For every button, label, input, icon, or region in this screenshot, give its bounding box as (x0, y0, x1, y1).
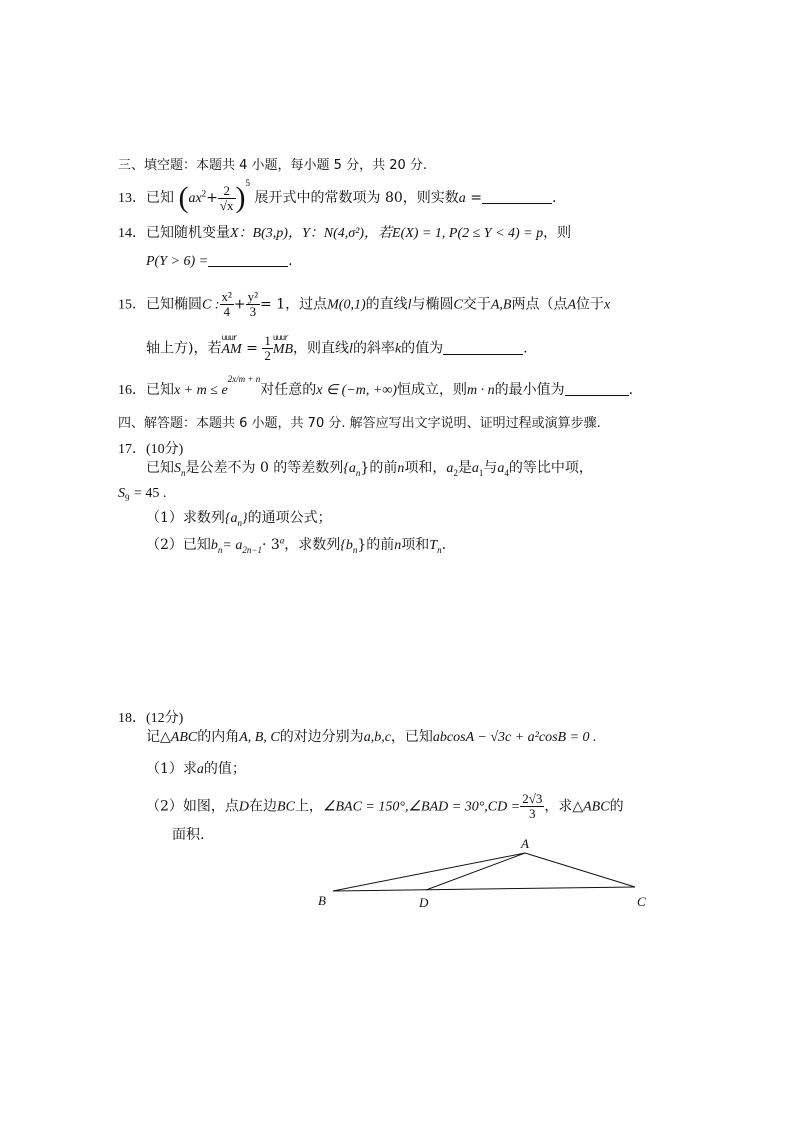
question-number: 17． (118, 442, 146, 457)
q13-plus: + (206, 190, 218, 206)
q17-sub: 2n−1 (242, 544, 262, 555)
frac-numerator: 2 (218, 184, 236, 199)
q13-var: a (458, 191, 466, 206)
question-17-line2: $S_9 = 45$ . (118, 486, 167, 503)
q16-ineq: x + m ≤ e (174, 383, 228, 398)
q15-k: k (394, 341, 402, 357)
q18-part1-b: 的值； (203, 761, 246, 777)
question-18-part2 (146, 792, 624, 821)
question-number: 13． (118, 191, 146, 206)
q18-text-d: ，已知 (390, 729, 433, 745)
q17-mul: · 3 (261, 537, 280, 553)
q15-frac1 (220, 290, 234, 319)
q18-part2-e: 的 (609, 798, 624, 815)
frac-denominator: 4 (223, 304, 230, 319)
q17-part2-c: 的前 (366, 537, 395, 553)
q18-text: 记△ (146, 729, 171, 745)
q15-plus: + (233, 296, 246, 313)
question-17-part1: （1）求数列$\{a_n\}$的通项公式； (146, 510, 332, 528)
q18-ABC-2: ABC (583, 799, 610, 815)
q16-mn: m · n (466, 383, 495, 398)
q16-dom: x ∈ (−m, +∞) (316, 383, 397, 398)
q15-pre: 已知椭圆 (146, 296, 202, 313)
q16-mid: 对任意的 (260, 382, 317, 398)
question-15-line2: 轴上方)，若 uuur AM = $\frac{1}{2}$ uuur MB，则直线l的斜率k的值为 . (146, 334, 528, 363)
q17-part2: （2）已知 (146, 537, 211, 553)
q18-part2-c: 上， (294, 798, 323, 815)
q13-expr: ax (188, 191, 202, 206)
q15-M: M(0,1) (327, 297, 366, 313)
frac-numerator: 1 (264, 333, 271, 348)
question-score: (10分) (146, 442, 184, 457)
q18-angles: A, B, C (239, 730, 280, 745)
q13-text: 展开式中的常数项为 80，则实数 (254, 190, 459, 206)
q14-line2: P(Y > 6) = (146, 254, 209, 269)
question-18-line1 (146, 728, 597, 747)
segment-AD (426, 853, 525, 890)
q17-part1: （1）求数列 (146, 510, 225, 526)
q15-A: A (567, 297, 577, 313)
vector-arrow-mark: uuur (272, 333, 289, 343)
q18-part1: （1）求 (146, 761, 197, 777)
q15-l: l (407, 297, 412, 313)
answer-blank[interactable] (565, 381, 629, 396)
q18-a: a (196, 762, 204, 777)
q15-l2: l (349, 341, 353, 357)
side-AB (333, 853, 525, 891)
q17-a4: a (497, 461, 505, 476)
q15-line2b: ，则直线 (293, 340, 350, 357)
question-number: 16． (118, 383, 146, 398)
q17-part2-d: 项和 (401, 537, 430, 553)
q18-part2: （2）如图，点 (146, 798, 239, 815)
side-BC (333, 887, 635, 891)
q16-mid2: 恒成立，则 (396, 382, 467, 398)
section-3-heading: 三、填空题：本题共 4 小题，每小题 5 分，共 20 分. (118, 158, 428, 173)
q18-text-c: 的对边分别为 (279, 729, 364, 745)
q16-exp: 2x/m + n (227, 374, 261, 384)
answer-blank[interactable] (482, 189, 552, 204)
q15-mid2: 的直线 (365, 296, 408, 313)
q17-Sn: S (174, 461, 181, 476)
q17-a2: a (446, 461, 454, 476)
q18-BC: BC (277, 799, 295, 815)
q15-mid4: 交于 (462, 296, 491, 313)
q15-eq: = 1 (260, 296, 286, 313)
q15-mid5: 两点（点 (511, 296, 568, 313)
question-18-part1 (146, 760, 246, 779)
q15-frac2 (246, 290, 260, 319)
q18-text-b: 的内角 (197, 729, 240, 745)
question-18-line3: 面积. (172, 827, 205, 843)
vertex-label-D: D (419, 895, 429, 910)
answer-blank[interactable] (443, 340, 523, 355)
q17-eq: = a (222, 538, 243, 553)
q17-part1-b: 的通项公式； (247, 510, 332, 526)
frac-numerator: x² (221, 289, 232, 304)
q14-X: X (230, 226, 239, 241)
q18-eq: abcosA − √3c + a²cosB = 0 . (432, 730, 597, 745)
q15-AB: A,B (490, 297, 512, 313)
q17-text-b: 是公差不为 0 的等差数列 (185, 460, 344, 476)
question-15 (118, 290, 610, 319)
q17-text-g: 的等比中项， (508, 460, 593, 476)
answer-blank[interactable] (208, 252, 288, 267)
q17-exp: a (279, 535, 285, 546)
q17-end: . (441, 537, 447, 553)
frac-denominator: √x (219, 197, 234, 213)
question-number: 14． (118, 226, 146, 241)
question-number: 18． (118, 711, 146, 726)
triangle-figure (300, 836, 660, 916)
q15-frac3 (262, 334, 273, 363)
q17-an: {a (343, 461, 356, 476)
q17-bn-set: {b (340, 538, 353, 553)
q15-mid3: 与椭圆 (411, 296, 454, 313)
q18-part2-b: 在边 (249, 798, 278, 815)
q14-text: 已知随机变量 (146, 225, 230, 241)
q14-dist1: ：B(3,p)， (238, 226, 302, 241)
vertex-label-B: B (318, 893, 326, 908)
question-14 (118, 224, 571, 243)
question-16: 16．已知$x + m \le e^{2x/m + n}$对任意的x ∈ (−m, +∞)恒成立，则m · n的最小值为 . (118, 374, 634, 398)
q15-C: C : (202, 297, 220, 313)
q17-S9-value: = 45 . (133, 486, 167, 501)
q16-pre: 已知 (146, 382, 174, 398)
question-17-header (118, 440, 183, 459)
q15-line2d: 的值为 (401, 340, 444, 357)
q13-power: 5 (245, 178, 251, 188)
q17-text: 已知 (146, 460, 174, 476)
q17-n: n (397, 461, 405, 476)
q15-mid6: 位于 (576, 296, 605, 313)
q13-pre: 已知 (146, 190, 174, 206)
frac-numerator: y² (247, 289, 259, 304)
q17-bn: b (210, 538, 218, 553)
vector-AM (221, 333, 242, 359)
q14-Y: Y (301, 226, 310, 241)
q18-ABC: ABC (170, 730, 198, 745)
side-AC (525, 853, 635, 887)
frac-denominator: 3 (249, 304, 257, 319)
q17-text-f: 与 (483, 460, 498, 476)
q13-eq: = (470, 190, 482, 206)
question-18-header (118, 709, 183, 728)
question-number: 15． (118, 297, 146, 313)
vertex-label-A: A (521, 836, 529, 851)
question-17-line1: 已知$S_n$是公差不为 0 的等差数列$\{a_n\}$的前n项和，$a_2$是$a_1$与$a_4$的等比中项， (146, 460, 593, 478)
q13-exp: 2 (201, 188, 207, 199)
open-paren: ( (178, 181, 189, 214)
vertex-label-C: C (637, 894, 646, 909)
frac-denominator: 3 (529, 806, 536, 821)
q14-dist2: ：N(4,σ²)，若 (309, 226, 393, 241)
q14-text-b: ，则 (543, 225, 572, 241)
question-17-part2: （2）已知$b_n= a_{2n-1}\cdot 3^a$，求数列$\{b_n\}$的前n项和$T_n$. (146, 535, 447, 555)
q18-D: D (238, 799, 250, 815)
q15-line2c: 的斜率 (352, 340, 395, 357)
q15-C2: C (453, 297, 463, 313)
q17-text-d: 项和， (404, 460, 447, 476)
q15-line2a: 轴上方)，若 (146, 340, 222, 357)
vector-MB (272, 333, 294, 359)
q15-AM: AM (221, 341, 242, 357)
question-14-line2: P(Y > 6) = . (146, 253, 293, 269)
close-paren: ) (235, 181, 246, 214)
q16-post: 的最小值为 (494, 382, 565, 398)
q14-cond: E(X) = 1, P(2 ≤ Y < 4) = p (392, 226, 544, 241)
q18-sides: a,b,c (363, 730, 391, 745)
q18-cond: ∠BAC = 150°,∠BAD = 30°,CD = (322, 799, 521, 815)
q17-a1: a (471, 461, 479, 476)
q13-fraction (218, 184, 236, 213)
q17-Tn: T (429, 538, 438, 553)
q15-MB: MB (272, 341, 294, 357)
q15-eq2: = (246, 340, 258, 357)
q17-text-e: 是 (457, 460, 472, 476)
q18-part2-d: ，求△ (544, 798, 584, 815)
q17-part2-b: ，求数列 (284, 537, 341, 553)
q15-mid: ，过点 (285, 296, 328, 313)
q17-text-c: 的前 (369, 460, 398, 476)
question-13: 13．已知 ($ax^2+$ $\frac{2}{√x}$ )$^5$ 展开式中的常数项为 80，则实数a = . (118, 178, 557, 214)
section-4-heading: 四、解答题：本题共 6 小题，共 70 分. 解答应写出文字说明、证明过程或演算步骤. (118, 416, 601, 431)
q18-frac (520, 792, 544, 821)
q15-x: x (604, 297, 611, 313)
question-score: (12分) (146, 711, 184, 726)
q17-S9: S (118, 486, 125, 501)
vector-arrow-mark: uuur (221, 333, 237, 343)
frac-numerator: 2√3 (522, 791, 543, 806)
frac-denominator: 2 (264, 348, 271, 363)
